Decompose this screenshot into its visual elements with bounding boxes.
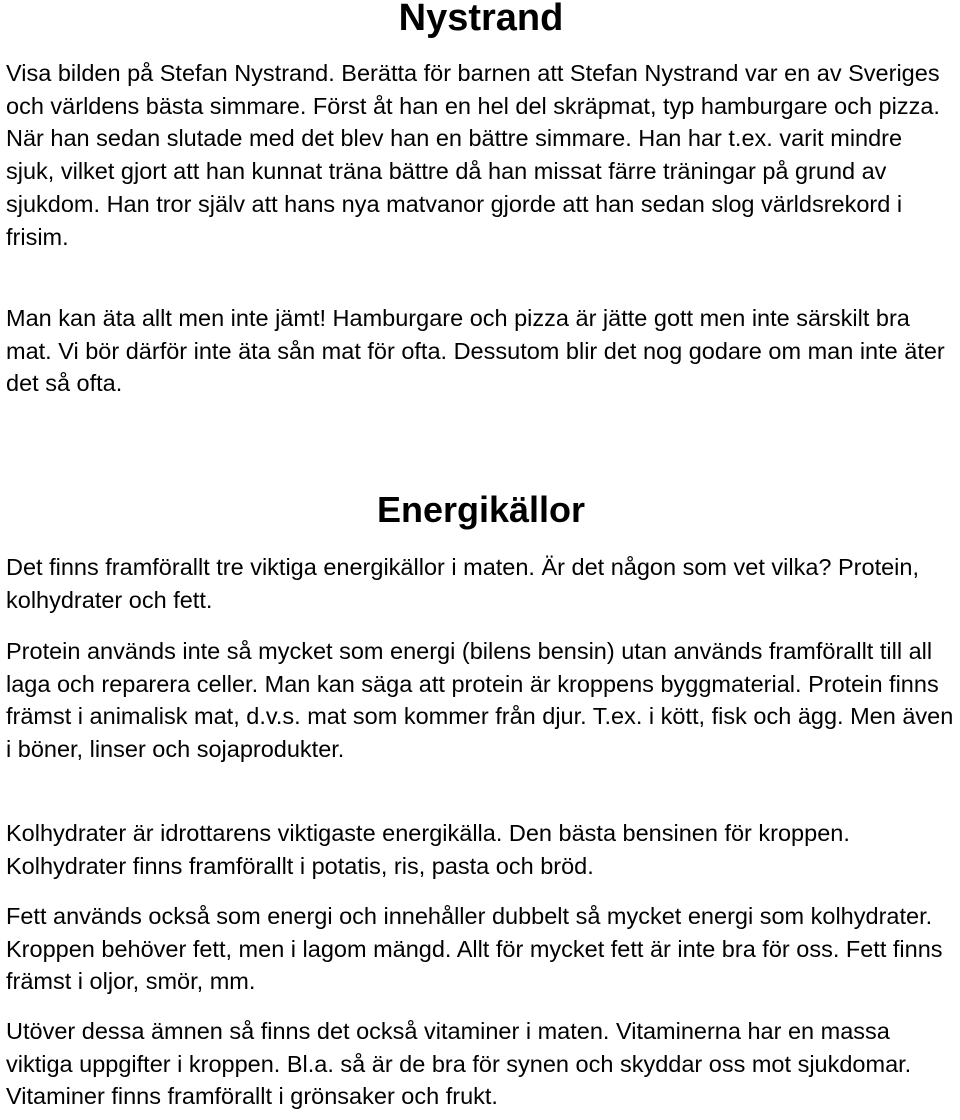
energy-sources-heading: Energikällor bbox=[376, 489, 586, 530]
page-title: Nystrand bbox=[398, 0, 564, 39]
moderation-paragraph: Man kan äta allt men inte jämt! Hamburgare och pizza är jätte gott men inte särskilt bra mat. Vi bör därför inte äta sån mat för ofta. Dessutom blir det nog godare om man inte äter det så ofta. bbox=[6, 305, 945, 397]
carbohydrates-paragraph: Kolhydrater är idrottarens viktigaste energikälla. Den bästa bensinen för kroppen. Kolhydrater finns framförallt i potatis, ris, pasta och bröd. bbox=[6, 820, 850, 879]
intro-paragraph: Visa bilden på Stefan Nystrand. Berätta för barnen att Stefan Nystrand var en av Sveriges och världens bästa simmare. Först åt han en hel del skräpmat, typ hamburgare och pizza. När han sedan slutade med det blev han en bättre simmare. Han har t.ex. varit mindre sjuk, vilket gjort att han kunnat träna bättre då han missat färre träningar på grund av sjukdom. Han tror själv att hans nya matvanor gjorde att han sedan slog världsrekord i frisim. bbox=[6, 60, 940, 250]
fat-paragraph: Fett används också som energi och innehåller dubbelt så mycket energi som kolhydrater. Kroppen behöver fett, men i lagom mängd. Allt för mycket fett är inte bra för oss. Fett finns främst i oljor, smör, mm. bbox=[6, 903, 943, 995]
energy-intro-paragraph: Det finns framförallt tre viktiga energikällor i maten. Är det någon som vet vilka? Protein, kolhydrater och fett. bbox=[6, 554, 919, 613]
vitamins-paragraph: Utöver dessa ämnen så finns det också vitaminer i maten. Vitaminerna har en massa viktiga uppgifter i kroppen. Bl.a. så är de bra för synen och skyddar oss mot sjukdomar. Vitaminer finns framförallt i grönsaker och frukt. bbox=[6, 1018, 912, 1110]
protein-paragraph: Protein används inte så mycket som energi (bilens bensin) utan används framförallt till all laga och reparera celler. Man kan säga att protein är kroppens byggmaterial. Protein finns främst i animalisk mat, d.v.s. mat som kommer från djur. T.ex. i kött, fisk och ägg. Men även i böner, linser och sojaprodukter. bbox=[6, 638, 954, 763]
